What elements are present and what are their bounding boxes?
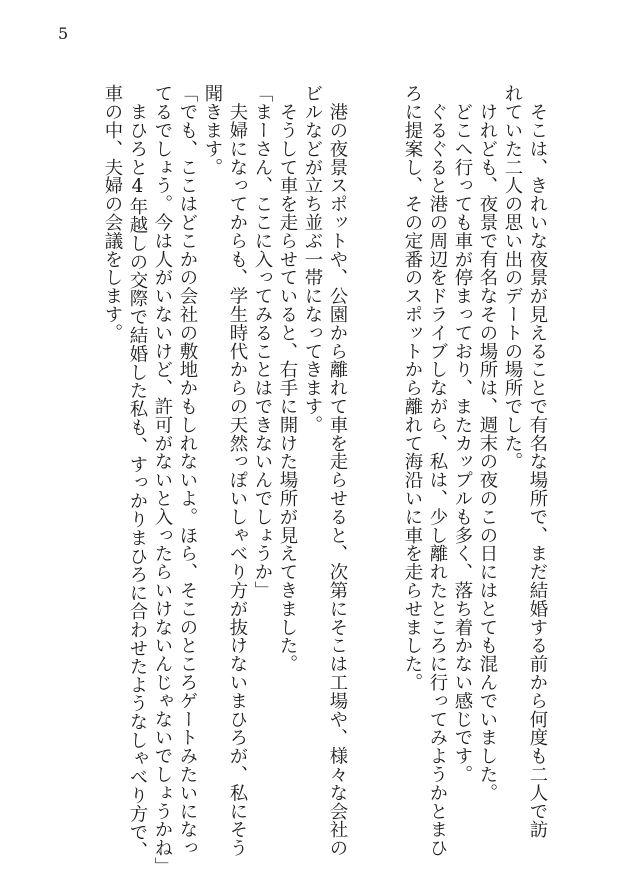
blank-line: [376, 84, 398, 844]
dialogue-line: 「まーさん、ここに入ってみることはできないんでしょうか」: [252, 84, 273, 600]
page-number: 5: [58, 24, 69, 43]
text-line: まひろと4年越しの交際で結婚した私も、すっかりまひろに合わせたようなしゃべり方で、: [127, 84, 148, 860]
text-line: 夫婦になってからも、学生時代からの天然っぽいしゃべり方が抜けないまひろが、私にそう: [227, 84, 248, 857]
text-line: ビルなどが立ち並ぶ一帯になってきます。: [302, 84, 323, 434]
text-line: けれども、夜景で有名なその場所は、週末の夜のこの日にはとても混んでいました。: [477, 84, 498, 802]
dialogue-line: 「でも、ここはどこかの会社の敷地かもしれないよ。ほら、そこのところゲートみたいになっ: [177, 84, 198, 857]
dialogue-line: てるでしょう。今は人がいないけど、許可がないと入ったらいけないんじゃないでしょうかね」: [152, 84, 173, 875]
text-line: ぐるぐると港の周辺をドライブしながら、私は、少し離れたところに行ってみようかとまひ: [427, 84, 448, 857]
text-line: 聞きます。: [202, 84, 223, 176]
text-line: 港の夜景スポットや、公園から離れて車を走らせると、次第にそこは工場や、様々な会社の: [327, 84, 348, 857]
text-line: ろに提案し、その定番のスポットから離れて海沿いに車を走らせました。: [402, 84, 423, 692]
text-line: そうして車を走らせていると、右手に開けた場所が見えてきました。: [277, 84, 298, 673]
text-line: れていた二人の思い出のデートの場所でした。: [502, 84, 523, 471]
text-line: 車の中、夫婦の会議をします。: [102, 84, 123, 342]
text-line: そこは、きれいな夜景が見えることで有名な場所で、まだ結婚する前から何度も二人で訪: [527, 84, 548, 839]
text-line: どこへ行っても車が停まっており、またカップルも多く、落ち着かない感じです。: [452, 84, 473, 784]
